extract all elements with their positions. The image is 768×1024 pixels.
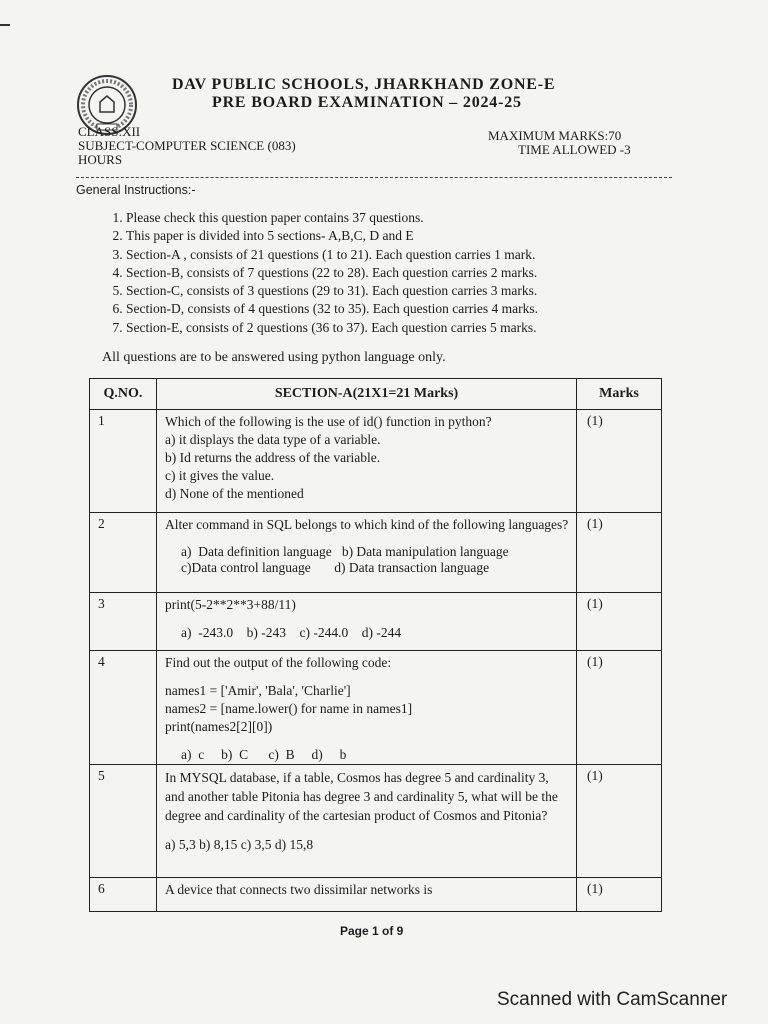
question-text: Find out the output of the following code: (165, 655, 392, 670)
school-name: DAV PUBLIC SCHOOLS, JHARKHAND ZONE-E (172, 76, 556, 93)
code-line: print(names2[2][0]) (165, 719, 273, 734)
option: a) -243.0 b) -243 c) -244.0 d) -244 (181, 625, 402, 640)
option: d) None of the mentioned (165, 486, 304, 501)
table-row (90, 765, 662, 878)
instruction-item: 6. Section-D, consists of 4 questions (32 to 35). Each question carries 4 marks. (126, 300, 666, 318)
instruction-item: 7. Section-E, consists of 2 questions (36 to 37). Each question carries 5 marks. (126, 319, 666, 337)
instruction-item: 5. Section-C, consists of 3 questions (29 to 31). Each question carries 3 marks. (126, 282, 666, 300)
question-marks: (1) (577, 878, 662, 912)
question-number: 2 (90, 513, 157, 593)
question-table (89, 378, 662, 912)
question-cell (157, 878, 577, 912)
question-number: 4 (90, 651, 157, 765)
camscanner-watermark: Scanned with CamScanner (497, 989, 728, 1010)
instruction-item: 2. This paper is divided into 5 sections- A,B,C, D and E (126, 227, 666, 245)
qno-header: Q.NO. (90, 379, 157, 410)
table-header-row (90, 379, 662, 410)
option: a) it displays the data type of a variable. (165, 432, 381, 447)
subject-label: SUBJECT-COMPUTER SCIENCE (083) (78, 138, 296, 153)
option: c)Data control language d) Data transaction language (181, 560, 490, 575)
question-marks: (1) (577, 593, 662, 651)
question-text: In MYSQL database, if a table, Cosmos has degree 5 and cardinality 3, and another table Pitonia has degree 3 and cardinality 5, what will be the degree and cardinality of the cartesian product of Cosmos and Pitonia? (165, 770, 558, 823)
question-marks: (1) (577, 513, 662, 593)
scan-mark (0, 24, 10, 26)
question-text: print(5-2**2**3+88/11) (165, 597, 296, 612)
instructions-title: General Instructions:- (76, 183, 196, 197)
instruction-item: 3. Section-A , consists of 21 questions (1 to 21). Each question carries 1 mark. (126, 246, 666, 264)
max-marks: MAXIMUM MARKS:70 (488, 128, 622, 143)
question-marks: (1) (577, 651, 662, 765)
time-allowed: TIME ALLOWED -3 (518, 142, 631, 157)
python-note: All questions are to be answered using python language only. (102, 350, 446, 365)
section-header: SECTION-A(21X1=21 Marks) (157, 379, 577, 410)
question-cell (157, 765, 577, 878)
table-row (90, 593, 662, 651)
code-line: names2 = [name.lower() for name in names1] (165, 701, 413, 716)
instruction-item: 1. Please check this question paper contains 37 questions. (126, 209, 666, 227)
hours-label: HOURS (78, 152, 123, 167)
question-cell (157, 651, 577, 765)
page-number: Page 1 of 9 (340, 924, 404, 938)
question-text: Which of the following is the use of id() function in python? (165, 414, 492, 429)
exam-title: PRE BOARD EXAMINATION – 2024-25 (212, 94, 522, 111)
question-number: 6 (90, 878, 157, 912)
option: b) Id returns the address of the variable. (165, 450, 381, 465)
question-marks: (1) (577, 765, 662, 878)
option: c) it gives the value. (165, 468, 275, 483)
table-row (90, 878, 662, 912)
marks-header: Marks (577, 379, 662, 410)
question-text: Alter command in SQL belongs to which kind of the following languages? (165, 517, 569, 532)
option: a) c b) C c) B d) b (181, 747, 347, 762)
option: a) Data definition language b) Data manipulation language (181, 544, 509, 559)
question-number: 1 (90, 410, 157, 513)
question-marks: (1) (577, 410, 662, 513)
instruction-item: 4. Section-B, consists of 7 questions (22 to 28). Each question carries 2 marks. (126, 264, 666, 282)
question-number: 3 (90, 593, 157, 651)
separator-line (76, 177, 672, 178)
question-cell (157, 410, 577, 513)
table-row (90, 651, 662, 765)
question-text: A device that connects two dissimilar networks is (165, 882, 433, 897)
instructions-list (98, 209, 666, 337)
table-row (90, 410, 662, 513)
table-row (90, 513, 662, 593)
question-cell (157, 593, 577, 651)
code-line: names1 = ['Amir', 'Bala', 'Charlie'] (165, 683, 351, 698)
option: a) 5,3 b) 8,15 c) 3,5 d) 15,8 (165, 837, 314, 852)
question-number: 5 (90, 765, 157, 878)
question-cell (157, 513, 577, 593)
class-label: CLASS:XII (78, 124, 141, 139)
